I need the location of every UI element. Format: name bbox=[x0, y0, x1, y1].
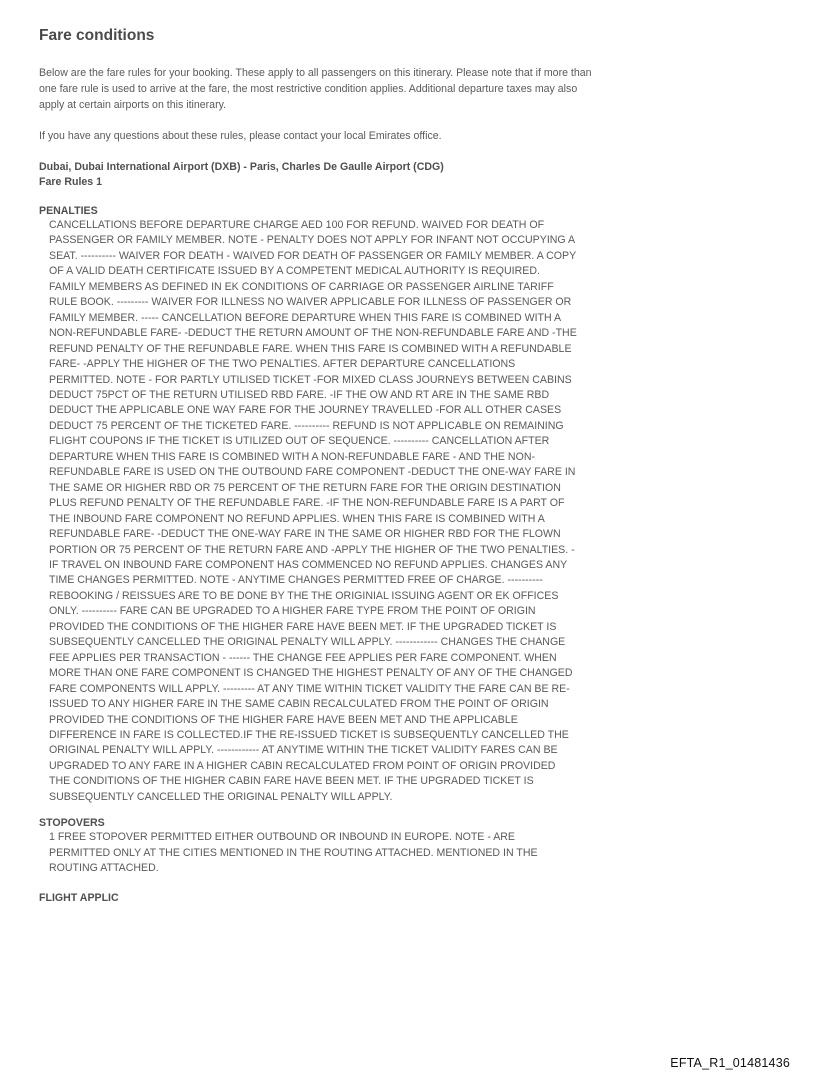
stopovers-section bbox=[39, 816, 599, 877]
flight-applic-section bbox=[39, 891, 599, 905]
page-title: Fare conditions bbox=[39, 27, 155, 44]
fare-rules-label: Fare Rules 1 bbox=[39, 176, 103, 188]
stopovers-body: 1 FREE STOPOVER PERMITTED EITHER OUTBOUND OR INBOUND IN EUROPE. NOTE - ARE PERMITTED ONLY AT THE CITIES MENTIONED IN THE ROUTING ATTACHED. MENTIONED IN THE ROUTING ATTACHED. bbox=[49, 831, 538, 875]
fare-conditions-page bbox=[39, 26, 599, 905]
route-heading: Dubai, Dubai International Airport (DXB) - Paris, Charles De Gaulle Airport (CDG) bbox=[39, 161, 444, 173]
contact-paragraph: If you have any questions about these rules, please contact your local Emirates office. bbox=[39, 130, 442, 142]
penalties-body: CANCELLATIONS BEFORE DEPARTURE CHARGE AED 100 FOR REFUND. WAIVED FOR DEATH OF PASSENGER OR FAMILY MEMBER. NOTE - PENALTY DOES NOT APPLY FOR INFANT NOT OCCUPYING A SEAT. ---------- WAIVER FOR DEATH - WAIVED FOR DEATH OF PASSENGER OR FAMILY MEMBER. A COPY OF A VALID DEATH CERTIFICATE ISSUED BY A COMPETENT MEDICAL AUTHORITY IS REQUIRED. FAMILY MEMBERS AS DEFINED IN EK CONDITIONS OF CARRIAGE OR PASSENGER AIRLINE TARIFF RULE BOOK. --------- WAIVER FOR ILLNESS NO WAIVER APPLICABLE FOR ILLNESS OF PASSENGER OR FAMILY MEMBER. ----- CANCELLATION BEFORE DEPARTURE WHEN THIS FARE IS COMBINED WITH A NON-REFUNDABLE FARE- -DEDUCT THE RETURN AMOUNT OF THE NON-REFUNDABLE FARE AND -THE REFUND PENALTY OF THE REFUNDABLE FARE. WHEN THIS FARE IS COMBINED WITH A REFUNDABLE FARE- -APPLY THE HIGHER OF THE TWO PENALTIES. AFTER DEPARTURE CANCELLATIONS PERMITTED. NOTE - FOR PARTLY UTILISED TICKET -FOR MIXED CLASS JOURNEYS BETWEEN CABINS DEDUCT 75PCT OF THE RETURN UTILISED RBD FARE. -IF THE OW AND RT ARE IN THE SAME RBD DEDUCT THE APPLICABLE ONE WAY FARE FOR THE JOURNEY TRAVELLED -FOR ALL OTHER CASES DEDUCT 75 PERCENT OF THE TICKETED FARE. ---------- REFUND IS NOT APPLICABLE ON REMAINING FLIGHT COUPONS IF THE TICKET IS UTILIZED OUT OF SEQUENCE. ---------- CANCELLATION AFTER DEPARTURE WHEN THIS FARE IS COMBINED WITH A NON-REFUNDABLE FARE - AND THE NON-REFUNDABLE FARE IS USED ON THE OUTBOUND FARE COMPONENT -DEDUCT THE ONE-WAY FARE IN THE SAME OR HIGHER RBD OR 75 PERCENT OF THE RETURN FARE FOR THE ORIGIN DESTINATION PLUS REFUND PENALTY OF THE REFUNDABLE FARE. -IF THE NON-REFUNDABLE FARE IS A PART OF THE INBOUND FARE COMPONENT NO REFUND APPLIES. WHEN THIS FARE IS COMBINED WITH A REFUNDABLE FARE- -DEDUCT THE ONE-WAY FARE IN THE SAME OR HIGHER RBD FOR THE FLOWN PORTION OR 75 PERCENT OF THE RETURN FARE AND -APPLY THE HIGHER OF THE TWO PENALTIES. -IF TRAVEL ON INBOUND FARE COMPONENT HAS COMMENCED NO REFUND APPLIES. CHANGES ANY TIME CHANGES PERMITTED. NOTE - ANYTIME CHANGES PERMITTED FREE OF CHARGE. ---------- REBOOKING / REISSUES ARE TO BE DONE BY THE THE ORIGINIAL ISSUING AGENT OR EK OFFICES ONLY. ---------- FARE CAN BE UPGRADED TO A HIGHER FARE TYPE FROM THE POINT OF ORIGIN PROVIDED THE CONDITIONS OF THE HIGHER FARE HAVE BEEN MET. IF THE UPGRADED TICKET IS SUBSEQUENTLY CANCELLED THE ORIGINAL PENALTY WILL APPLY. ------------ CHANGES THE CHANGE FEE APPLIES PER TRANSACTION - ------ THE CHANGE FEE APPLIES PER FARE COMPONENT. WHEN MORE THAN ONE FARE COMPONENT IS CHANGED THE HIGHEST PENALTY OF ANY OF THE CHANGED FARE COMPONENTS WILL APPLY. --------- AT ANY TIME WITHIN TICKET VALIDITY THE FARE CAN BE RE-ISSUED TO ANY HIGHER FARE IN THE SAME CABIN RECALCULATED FROM THE POINT OF ORIGIN PROVIDED THE CONDITIONS OF THE HIGHER FARE HAVE BEEN MET AND THE APPLICABLE DIFFERENCE IN FARE IS COLLECTED.IF THE RE-ISSUED TICKET IS SUBSEQUENTLY CANCELLED THE ORIGINAL PENALTY WILL APPLY. ------------ AT ANYTIME WITHIN THE TICKET VALIDITY FARES CAN BE UPGRADED TO ANY FARE IN A HIGHER CABIN RECALCULATED FROM POINT OF ORIGIN PROVIDED THE CONDITIONS OF THE HIGHER CABIN FARE HAVE BEEN MET. IF THE UPGRADED TICKET IS SUBSEQUENTLY CANCELLED THE ORIGINAL PENALTY WILL APPLY. bbox=[49, 219, 577, 803]
intro-paragraph: Below are the fare rules for your booking. These apply to all passengers on this itinerary. Please note that if more than one fare rule is used to arrive at the fare, the most restrictive condition applies. Additional departure taxes may also apply at certain airports on this itinerary. bbox=[39, 67, 592, 111]
stopovers-heading: STOPOVERS bbox=[39, 817, 105, 830]
document-id: EFTA_R1_01481436 bbox=[670, 1056, 790, 1070]
penalties-heading: PENALTIES bbox=[39, 205, 98, 217]
penalties-section bbox=[39, 204, 599, 805]
flight-applic-heading: FLIGHT APPLIC bbox=[39, 891, 119, 904]
